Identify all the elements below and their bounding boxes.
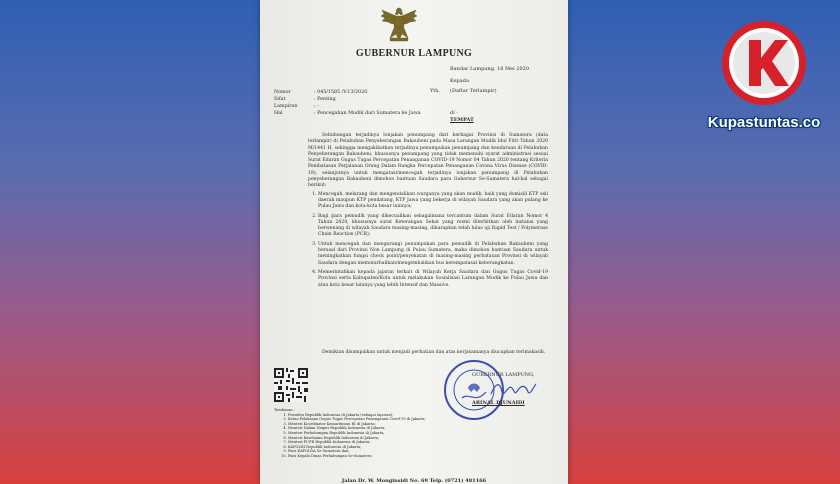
points-list: [308, 192, 548, 289]
signature-icon: [488, 378, 538, 400]
meta-label: Sifat: [274, 97, 286, 102]
garuda-emblem-icon: [378, 4, 420, 44]
meta-label: Hal: [274, 111, 283, 116]
list-item: 3. Menteri Koordinator Kemaritiman RI di Jakarta;: [288, 422, 426, 427]
tempat-label: TEMPAT: [450, 117, 474, 123]
letter-body: [308, 133, 548, 292]
kupastuntas-k-icon: [721, 20, 807, 106]
list-item: 8. KAPOLRI Republik Indonesia di Jakarta;: [288, 445, 426, 450]
tembusan-section: [274, 408, 426, 459]
kepada-label: Kepada: [450, 78, 469, 84]
site-name: Kupastuntas.co: [707, 114, 821, 131]
list-item: 10. Para Kepala Dinas Perhubungan Se-Sumatera: [288, 454, 426, 459]
signatory-name: ARINAL DJUNAIDI: [472, 400, 525, 406]
tembusan-label: Tembusan :: [274, 408, 295, 412]
meta-label: Nomor: [274, 90, 291, 95]
list-item: 4. Menteri Dalam Negeri Republik Indonesia di Jakarta;: [288, 426, 426, 431]
meta-row-lampiran: [274, 103, 434, 110]
tembusan-list: [274, 413, 426, 459]
list-item: 7. Menteri PUPR Republik Indonesia di Jakarta;: [288, 440, 426, 445]
letter-footer: Jalan Dr. W. Monginsidi No. 69 Telp. (0721) 481166: [341, 478, 487, 484]
meta-value: : Pencegahan Mudik dari Sumatera ke Jawa: [314, 111, 421, 116]
closing-paragraph: Demikian disampaikan untuk menjadi perhatian dan atas kerjasamanya diucapkan terimakasih.: [322, 350, 546, 355]
meta-label: Lampiran: [274, 104, 298, 109]
list-item: 1. Mencegah, melarang dan mengendalikan warganya yang akan mudik, baik yang domisili KTP asli daerah maupun KTP pendatang, KTP Jawa yang bekerja di wilayah Saudara yang akan pulang ke Pulau Jawa dan kota-kota besar lainnya;: [318, 192, 548, 211]
meta-row-hal: [274, 110, 434, 117]
meta-row-sifat: [274, 96, 434, 103]
list-item: 3. Untuk mencegah dan mengurangi penumpukan para pemudik di Pelabuhan Bakauheni yang berasal dari Provinsi Non Lampung di Pulau Sumatera, maka dimohon bantuan Saudara untuk meningkatkan fungsi check point/penyekatan di masing-masing perbatasan Provinsi di wilayah Saudara dengan memutarbalikan/mengembalikan bus ketempatasal keberangkatan.: [318, 242, 548, 267]
list-item: 2. Bagi para pemudik yang dikecualikan sebagaimana tercantum dalam Surat Edaran Nomor 4 Tahun 2020, khususnya surat Keterangan Sehat yang resmi diterbitkan oleh instansi yang berwenang di wilayah Saudara masing-masing, diharapkan telah lulus uji Rapid Test / Polymerase Chain Reaction (PCR);: [318, 214, 548, 239]
signature-title: GUBERNUR LAMPUNG,: [472, 372, 535, 378]
qr-code-icon: [274, 368, 308, 402]
list-item: 2. Ketua Pelaksana Gugus Tugas Percepatan Penanganan Covid-19 di Jakarta;: [288, 417, 426, 422]
meta-value: : 045/1585 /V.13/2020: [314, 90, 368, 95]
list-item: 1. Presiden Republik Indonesia di Jakarta (sebagai laporan);: [288, 413, 426, 418]
list-item: 4. Memerintahkan kepada jajaran terkait di Wilayah Kerja Saudara dan Gugus Tugas Covid-19 Provinsi serta Kabupaten/Kota untuk melakukan Sosialisasi Larangan Mudik ke Pulau Jawa dan atau kota besar lainnya yang lebih Intensif dan Massive.: [318, 270, 548, 289]
meta-value: : -: [314, 104, 319, 109]
di-label: di -: [450, 110, 459, 116]
meta-value: : Penting: [314, 97, 336, 102]
yth-label: Yth.: [430, 88, 441, 94]
letter-heading: GUBERNUR LAMPUNG: [355, 48, 473, 59]
meta-row-nomor: [274, 89, 434, 96]
kupastuntas-logo: [703, 18, 825, 136]
recipient: (Daftar Terlampir): [450, 88, 497, 94]
list-item: 6. Menteri Kesehatan Republik Indonesia di Jakarta;: [288, 436, 426, 441]
intro-paragraph: Sehubungan terjadinya lonjakan penumpang dari berbagai Provinsi di Sumatera (data terlampir) di Pelabuhan Penyeberangan Bakauheni pada Masa Larangan Mudik Idul Fitri Tahun 2020 M/1441 H, sehingga mengakibatkan terjadinya penumpukan penumpang dan kendaraan di Pelabuhan Penyeberangan Bakauheni, khususnya penumpang yang tidak memenuhi syarat administrasi sesuai Surat Edaran Gugus Tugas Percepatan Penanganan COVID-19 Nomor 04 Tahun 2020 tentang Kriteria Pembatasan Perjalanan Orang Dalam Rangka Percepatan Penanganan Corona Virus Disease (COVID-19), selanjutnya untuk mengatasi/mencegah terjadinya lonjakan penumpang di Pelabuhan penyeberangan Bakauheni dimohon bantuan Saudara para Gubernur Se-Sumatera hal-hal sebagai berikut:: [308, 133, 548, 189]
letter-meta: [274, 89, 434, 117]
letter-paper: [260, 0, 568, 484]
place-date: Bandar Lampung, 18 Mei 2020: [450, 66, 530, 72]
list-item: 9. Para KAPOLDA Se-Sumatera dan;: [288, 449, 426, 454]
list-item: 5. Menteri Perhubungan Republik Indonesia di Jakarta;: [288, 431, 426, 436]
